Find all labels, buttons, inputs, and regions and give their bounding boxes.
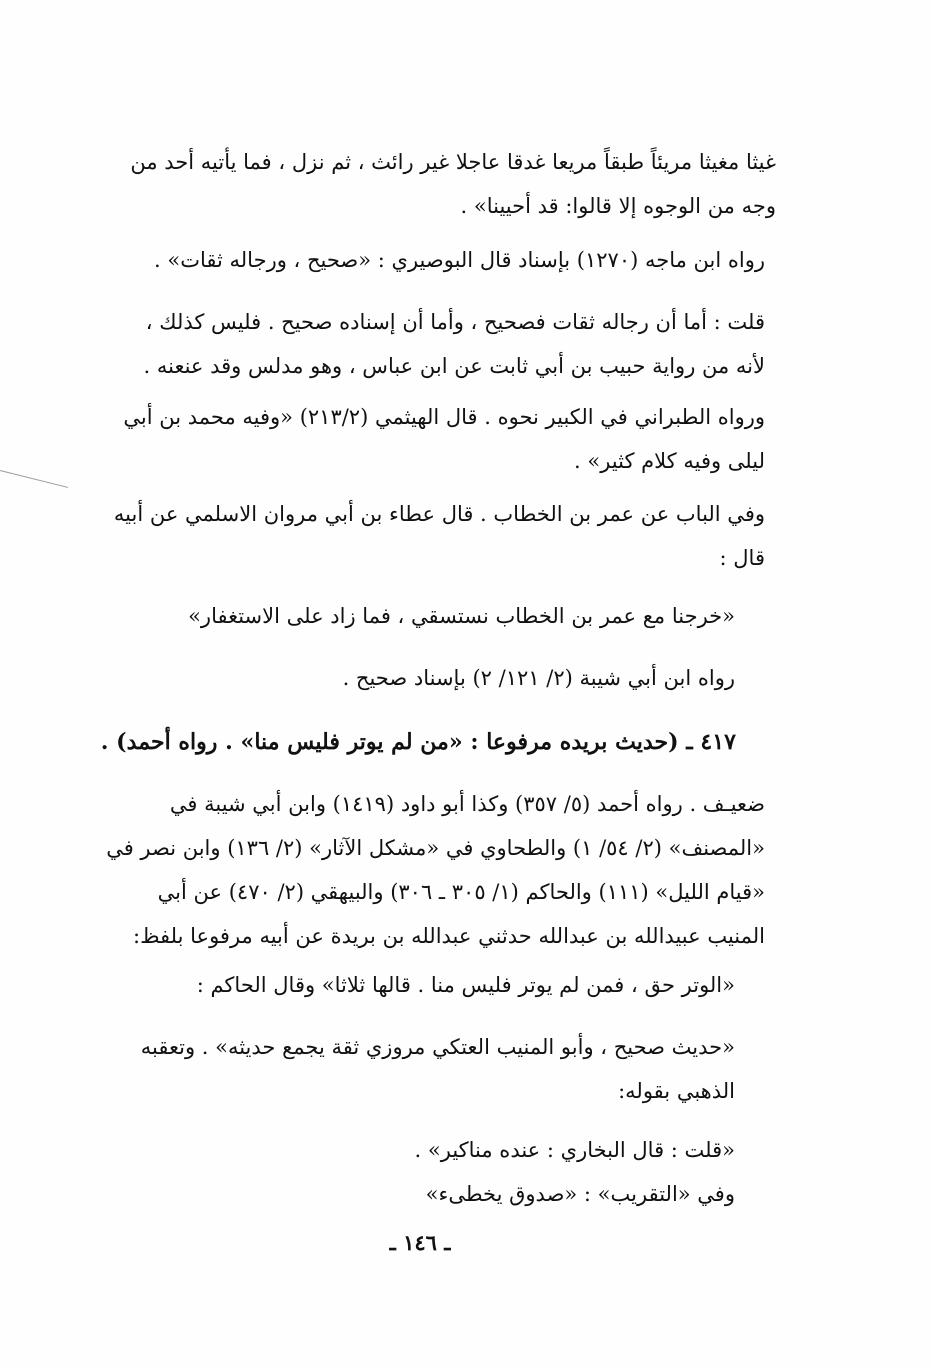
paragraph-takhrij <box>90 782 765 958</box>
text-line: غيثا مغيثا مريئاً طبقاً مريعا غدقا عاجلا غير رائث ، ثم نزل ، فما يأتيه أحد من <box>130 150 776 174</box>
text-line: «الوتر حق ، فمن لم يوتر فليس منا . قالها ثلاثا» وقال الحاكم : <box>196 973 735 997</box>
text-line: قال : <box>719 546 765 570</box>
paragraph-umar <box>100 492 765 580</box>
heading-line: ٤١٧ ـ (حديث بريده مرفوعا : «من لم يوتر فليس منا» . رواه أحمد) . <box>100 729 736 755</box>
text-line: الذهبي بقوله: <box>618 1079 735 1103</box>
text-line: ورواه الطبراني في الكبير نحوه . قال الهيثمي (٢١٣/٢) «وفيه محمد بن أبي <box>123 405 765 429</box>
paragraph-dhahabi <box>380 1128 735 1216</box>
paragraph-rain-narration <box>100 140 776 228</box>
quote-witr <box>180 963 735 1007</box>
text-line: ضعيـف . رواه أحمد (٥/ ٣٥٧) وكذا أبو داود (١٤١٩) وابن أبي شيبة في <box>169 792 765 816</box>
text-line: «حديث صحيح ، وأبو المنيب العتكي مروزي ثقة يجمع حديثه» . وتعقبه <box>140 1035 735 1059</box>
text-line: «خرجنا مع عمر بن الخطاب نستسقي ، فما زاد على الاستغفار» <box>188 604 735 628</box>
text-line: رواه ابن أبي شيبة (٢/ ١٢١/ ٢) بإسناد صحيح . <box>342 666 735 690</box>
paragraph-hakim <box>90 1025 735 1113</box>
text-line: «قيام الليل» (١١١) والحاكم (١/ ٣٠٥ ـ ٣٠٦) والبيهقي (٢/ ٤٧٠) عن أبي <box>157 880 765 904</box>
text-line: لأنه من رواية حبيب بن أبي ثابت عن ابن عباس ، وهو مدلس وقد عنعنه . <box>143 354 765 378</box>
text-line: «قلت : قال البخاري : عنده مناكير» . <box>414 1138 735 1162</box>
paragraph-ibn-abi-shaybah <box>180 656 735 700</box>
text-line: رواه ابن ماجه (١٢٧٠) بإسناد قال البوصيري : «صحيح ، ورجاله ثقات» . <box>154 248 765 272</box>
text-line: وفي «التقريب» : «صدوق يخطىء» <box>425 1182 735 1206</box>
page-number: ـ ١٤٦ ـ <box>389 1230 451 1255</box>
text-line: ليلى وفيه كلام كثير» . <box>574 449 765 473</box>
quote-istisqa <box>180 594 735 638</box>
text-line: وفي الباب عن عمر بن الخطاب . قال عطاء بن أبي مروان الاسلمي عن أبيه <box>113 502 765 526</box>
text-line: وجه من الوجوه إلا قالوا: قد أحيينا» . <box>460 194 776 218</box>
hadith-heading-417 <box>100 720 736 764</box>
text-line: المنيب عبيدالله بن عبدالله حدثني عبدالله بن بريدة عن أبيه مرفوعا بلفظ: <box>133 924 765 948</box>
text-line: «المصنف» (٢/ ٥٤/ ١) والطحاوي في «مشكل الآثار» (٢/ ١٣٦) وابن نصر في <box>106 836 765 860</box>
paragraph-ibn-majah <box>100 238 765 282</box>
paragraph-critique <box>100 300 765 388</box>
paragraph-tabarani <box>100 395 765 483</box>
text-line: قلت : أما أن رجاله ثقات فصحيح ، وأما أن إسناده صحيح . فليس كذلك ، <box>145 310 765 334</box>
scan-artifact-line <box>0 470 68 488</box>
